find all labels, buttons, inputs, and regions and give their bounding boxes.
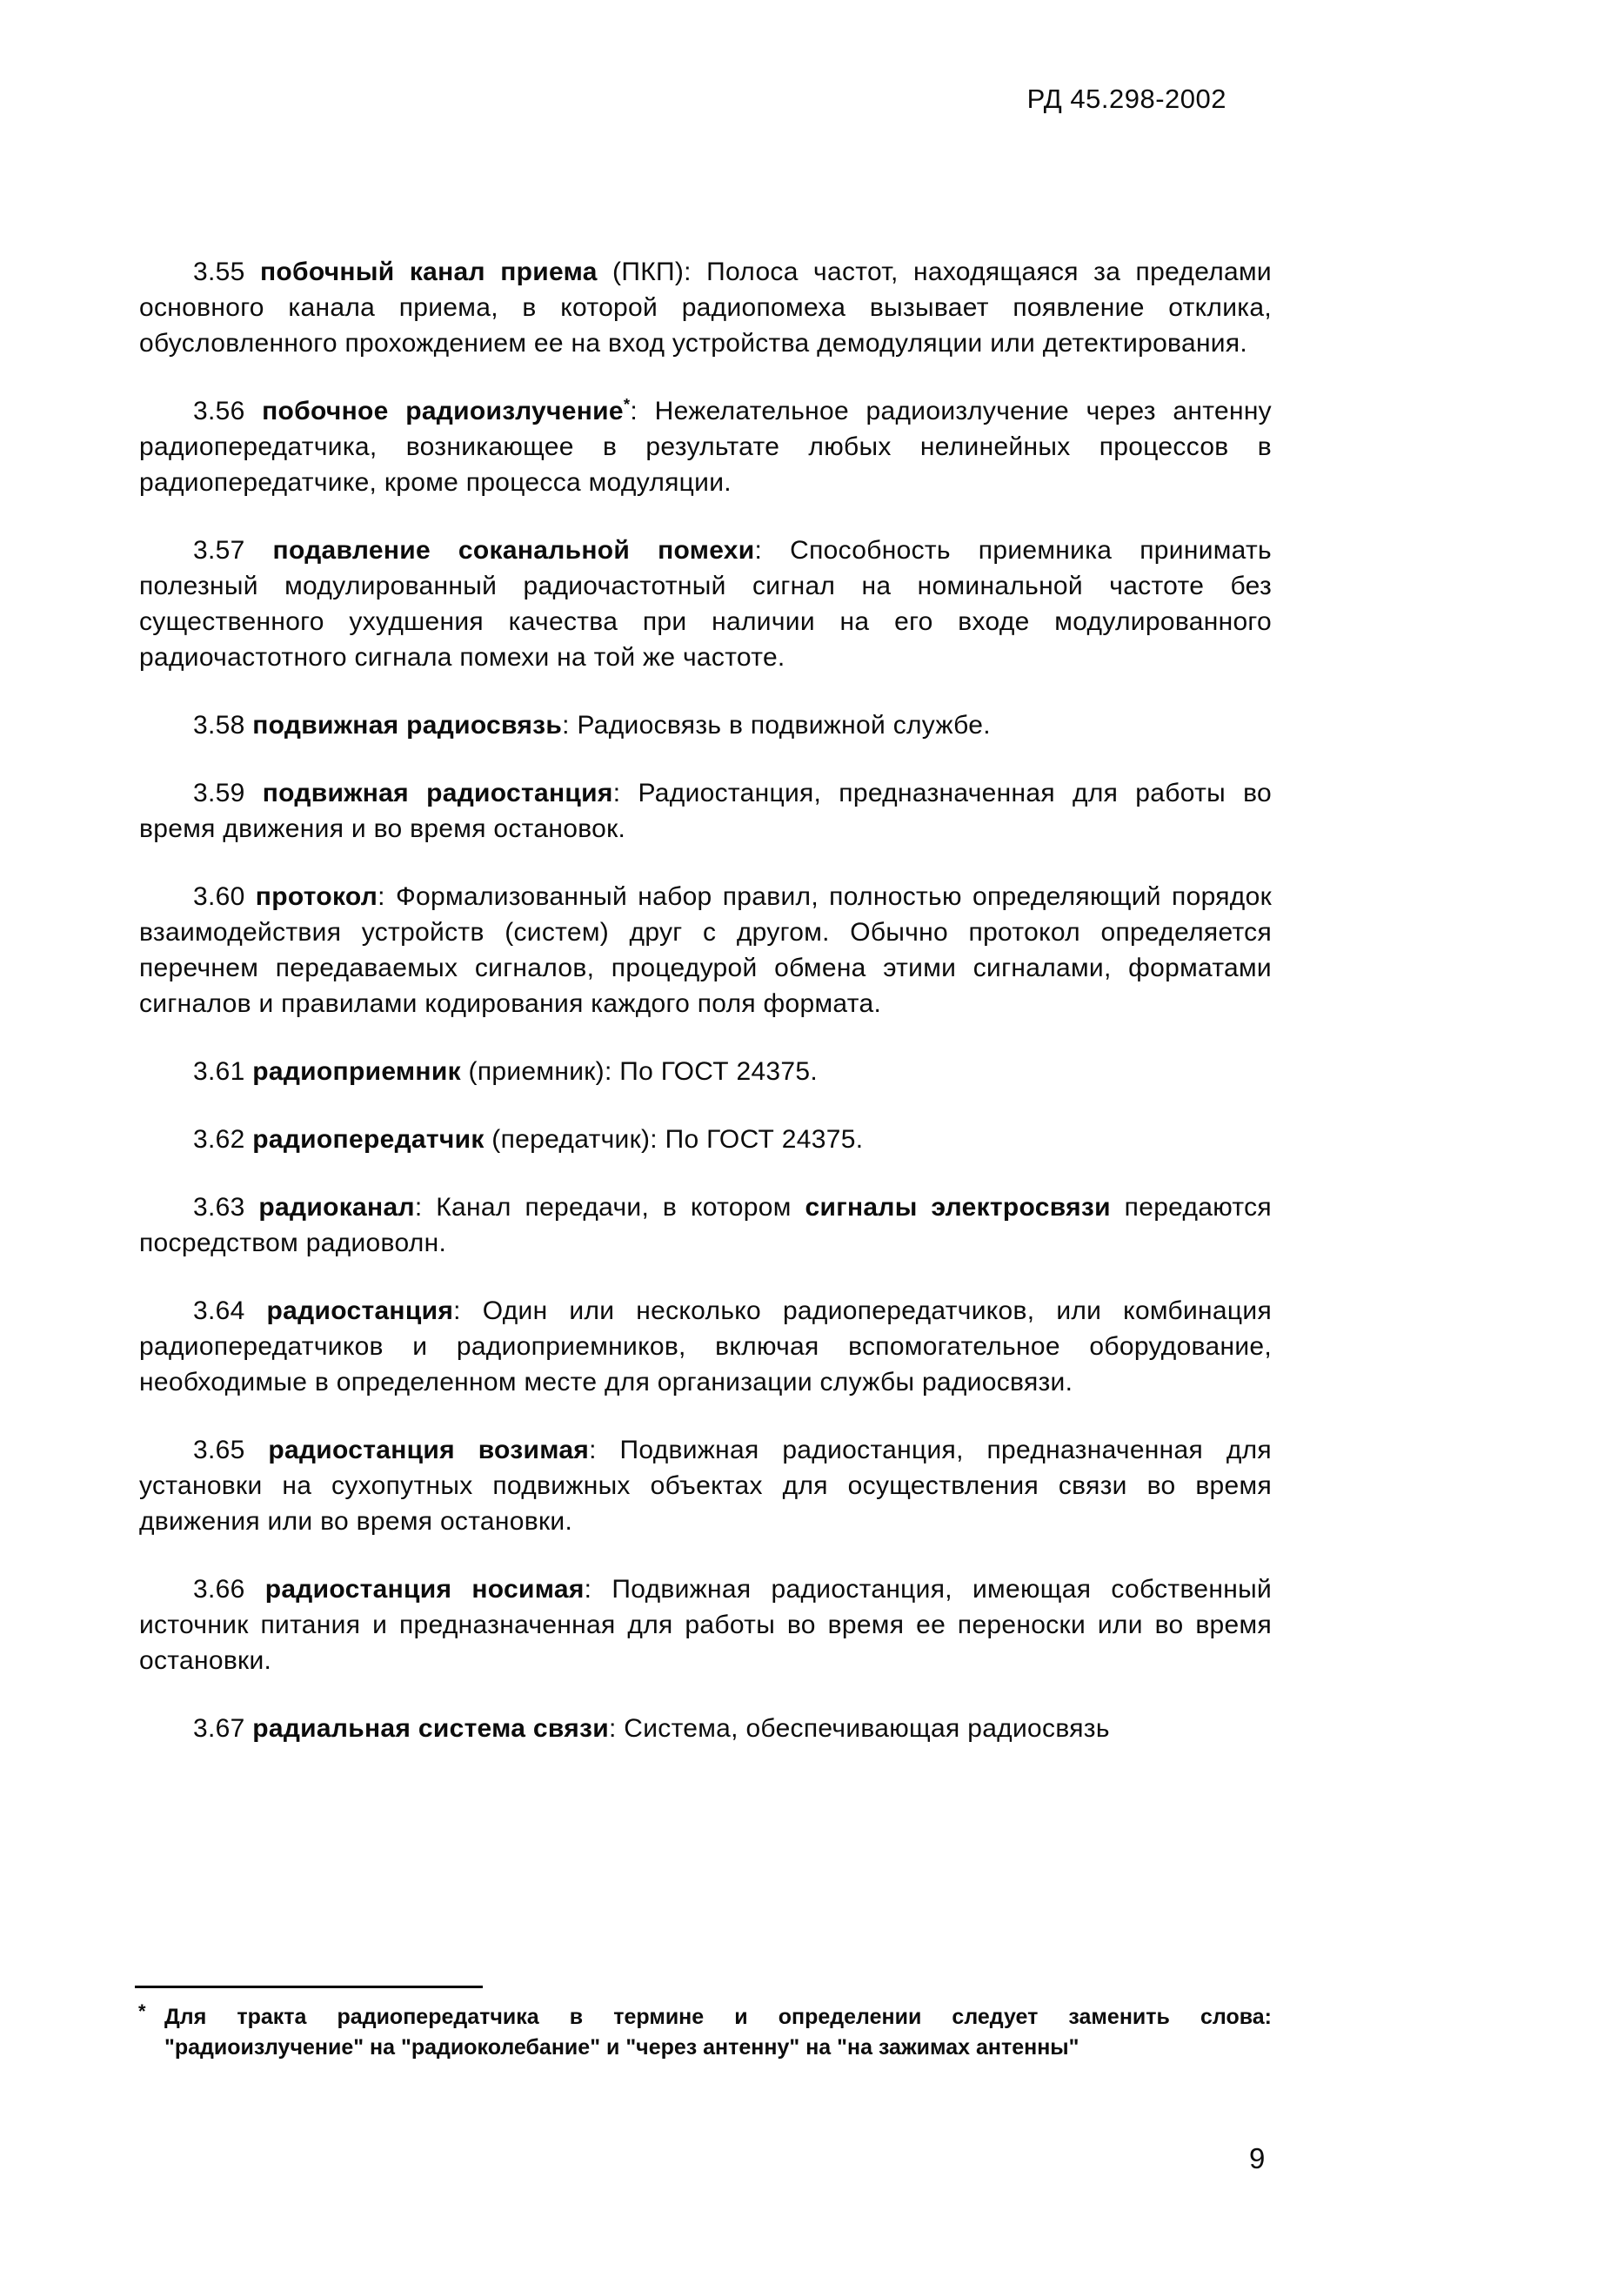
term-separator: (приемник): — [460, 1057, 620, 1086]
definition-paragraph — [139, 1189, 1272, 1261]
term-number: 3.67 — [193, 1714, 253, 1743]
definition-bold-text: сигналы электросвязи — [805, 1193, 1111, 1222]
term-separator: : — [608, 1714, 625, 1743]
term-number: 3.63 — [193, 1193, 259, 1222]
definition-text: Подвижная радиостанция, предназначенная для установки на сухопутных подвижных объектах для осуществления связи во время движения или во время остановки. — [139, 1436, 1272, 1536]
term-separator: : — [630, 397, 655, 425]
term-number: 3.59 — [193, 779, 263, 807]
footnote-ref: * — [623, 395, 631, 413]
page-header — [139, 84, 1272, 115]
term-number: 3.56 — [193, 397, 263, 425]
definition-text: По ГОСТ 24375. — [619, 1057, 819, 1086]
term-number: 3.64 — [193, 1296, 267, 1325]
definition-text: Один или несколько радиопередатчиков, или комбинация радиопередатчиков и радиоприемников, включая вспомогательное оборудование, необходимые в определенном месте для организации службы радиосвязи. — [139, 1296, 1272, 1397]
term-separator: : — [754, 536, 791, 565]
definition-text: Радиостанция, предназначенная для работы во время движения и во время остановок. — [139, 779, 1272, 843]
term-separator: : — [589, 1436, 620, 1464]
term-name: радиостанция носимая — [264, 1575, 585, 1604]
footnote-block — [135, 1986, 1272, 2063]
term-name: радиоприемник — [252, 1057, 461, 1086]
definitions-section — [139, 254, 1272, 1746]
term-name: радиостанция — [266, 1296, 454, 1325]
definition-paragraph — [139, 707, 1272, 743]
footnote-text-line-2: "радиоизлучение" на "радиоколебание" и "через антенну" на "на зажимах антенны" — [164, 2035, 1079, 2060]
term-number: 3.55 — [193, 258, 260, 286]
doc-number: РД 45.298-2002 — [1026, 84, 1226, 114]
term-name: подвижная радиостанция — [262, 779, 613, 807]
term-name: протокол — [255, 882, 378, 911]
definition-text: Формализованный набор правил, полностью определяющий порядок взаимодействия устройств (систем) друг с другом. Обычно протокол определяется перечнем передаваемых сигналов, процедурой обмена этими сигналами, форматами сигналов и правилами кодирования каждого поля формата. — [139, 882, 1272, 1018]
term-name: побочный канал приема — [259, 258, 598, 286]
term-separator: : — [378, 882, 396, 911]
definition-text: Способность приемника принимать полезный модулированный радиочастотный сигнал на номинальной частоте без существенного ухудшения качества при наличии на его входе модулированного радиочастотного сигнала помехи на той же частоте. — [139, 536, 1272, 672]
definition-paragraph — [139, 1711, 1272, 1746]
term-name: подавление соканальной помехи — [272, 536, 755, 565]
term-number: 3.61 — [193, 1057, 253, 1086]
page-number: 9 — [1249, 2142, 1266, 2174]
document-page — [139, 0, 1272, 1779]
term-name: побочное радиоизлучение — [262, 397, 624, 425]
definition-text: Система, обеспечивающая радиосвязь — [624, 1714, 1110, 1743]
definition-text: Нежелательное радиоизлучение через антенну радиопередатчика, возникающее в результате любых нелинейных процессов в радиопередатчике, кроме процесса модуляции. — [139, 397, 1272, 497]
term-name: радиостанция возимая — [268, 1436, 590, 1464]
definition-text: Канал передачи, в котором — [436, 1193, 805, 1222]
definition-text-tail: передаются посредством радиоволн. — [139, 1193, 1272, 1257]
term-number: 3.60 — [193, 882, 256, 911]
term-separator: : — [414, 1193, 437, 1222]
term-separator: (передатчик): — [484, 1125, 665, 1154]
term-name: подвижная радиосвязь — [252, 711, 563, 740]
definition-paragraph — [139, 393, 1272, 500]
definition-text: Подвижная радиостанция, имеющая собственный источник питания и предназначенная для работы во время ее переноски или во время остановки. — [139, 1575, 1273, 1675]
term-name: радиальная система связи — [252, 1714, 609, 1743]
footnote — [135, 2002, 1272, 2063]
term-name: радиопередатчик — [252, 1125, 485, 1154]
definition-paragraph — [139, 1293, 1272, 1400]
definition-paragraph — [139, 1054, 1272, 1089]
definition-text: По ГОСТ 24375. — [665, 1125, 864, 1154]
footnote-text-line-1: Для тракта радиопередатчика в термине и определении следует заменить слова: — [164, 2005, 1272, 2029]
definition-text: Радиосвязь в подвижной службе. — [577, 711, 991, 740]
term-separator: : — [584, 1575, 612, 1604]
definition-paragraph — [139, 1122, 1272, 1157]
term-separator: (ПКП): — [597, 258, 707, 286]
term-number: 3.65 — [193, 1436, 269, 1464]
definition-paragraph — [139, 254, 1272, 361]
term-name: радиоканал — [258, 1193, 415, 1222]
term-number: 3.62 — [193, 1125, 253, 1154]
definition-text: Полоса частот, находящаяся за пределами основного канала приема, в которой радиопомеха вызывает появление отклика, обусловленного прохождением ее на вход устройства демодуляции или детектирования. — [139, 258, 1272, 358]
definition-paragraph — [139, 879, 1272, 1022]
footnote-rule — [135, 1986, 483, 1988]
term-separator: : — [562, 711, 578, 740]
definition-paragraph — [139, 775, 1272, 847]
definition-paragraph — [139, 1432, 1272, 1539]
term-separator: : — [612, 779, 638, 807]
footnote-marker: * — [138, 2000, 146, 2022]
term-number: 3.66 — [193, 1575, 265, 1604]
term-number: 3.58 — [193, 711, 253, 740]
term-number: 3.57 — [193, 536, 273, 565]
definition-paragraph — [139, 1571, 1272, 1678]
term-separator: : — [453, 1296, 483, 1325]
definition-paragraph — [139, 533, 1272, 675]
